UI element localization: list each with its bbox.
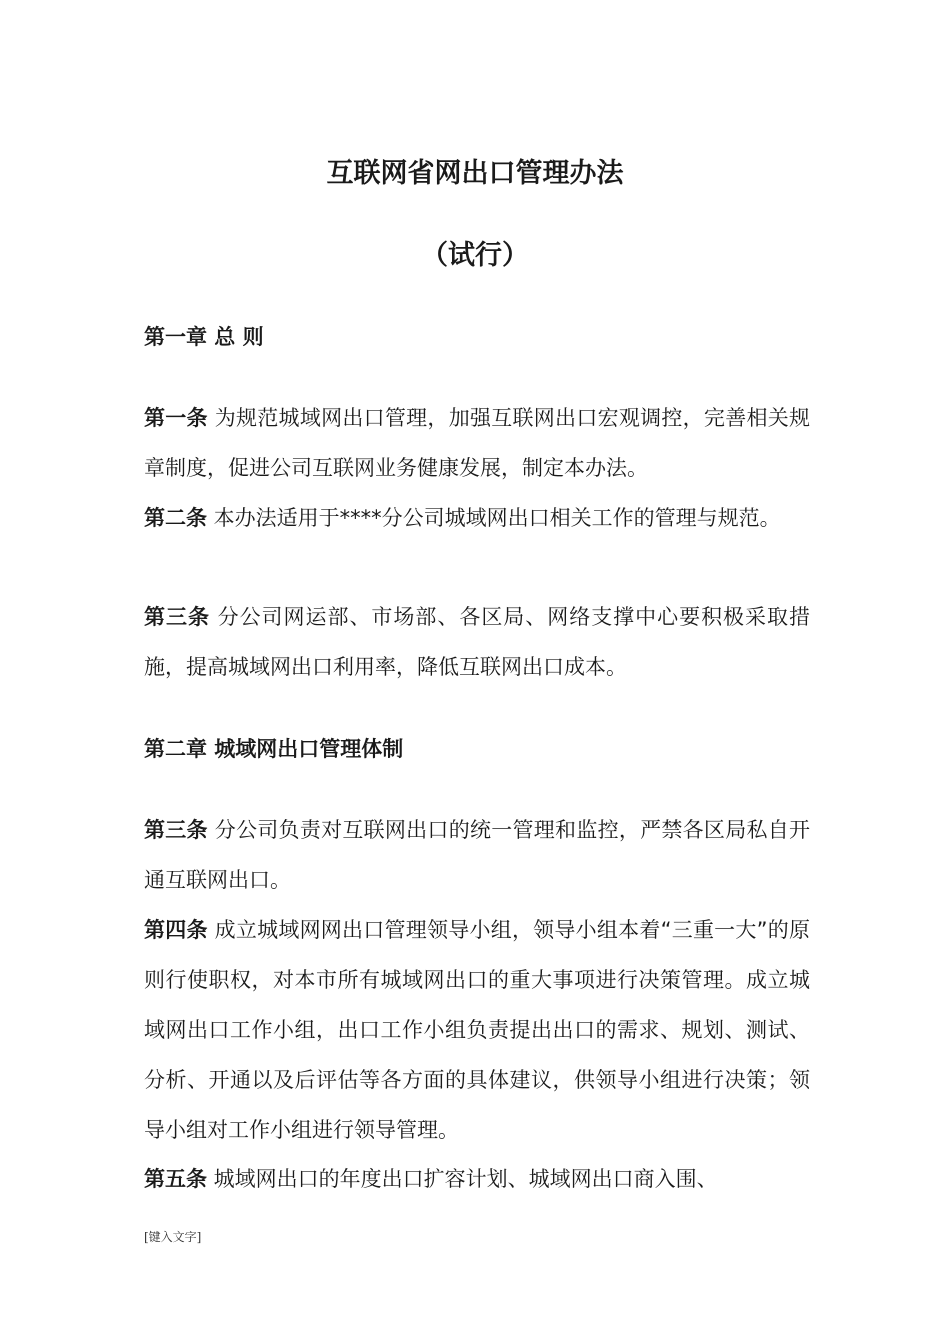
article-1 (144, 393, 810, 493)
footer-placeholder[interactable]: [键入文字] (144, 1230, 202, 1244)
article-label: 第二条 (144, 506, 207, 530)
article-label: 第三条 (144, 605, 210, 629)
article-3-chapter-2 (144, 805, 810, 905)
chapter-heading-2: 第二章 城域网出口管理体制 (144, 737, 404, 761)
article-label: 第三条 (144, 818, 208, 842)
article-text: 成立城域网网出口管理领导小组，领导小组本着“三重一大”的原则行使职权，对本市所有城域网出口的重大事项进行决策管理。成立城域网出口工作小组，出口工作小组负责提出出口的需求、规划、测试、分析、开通以及后评估等各方面的具体建议，供领导小组进行决策；领导小组对工作小组进行领导管理。 (144, 918, 811, 1142)
article-3 (144, 592, 810, 692)
article-4 (144, 905, 810, 1155)
article-label: 第五条 (144, 1167, 207, 1191)
document-subtitle: （试行） (421, 240, 529, 271)
chapter-heading-1: 第一章 总 则 (144, 325, 264, 349)
article-label: 第一条 (144, 406, 208, 430)
article-5 (144, 1154, 810, 1204)
article-text: 本办法适用于****分公司城域网出口相关工作的管理与规范。 (207, 506, 781, 530)
article-text: 分公司网运部、市场部、各区局、网络支撑中心要积极采取措施，提高城域网出口利用率，降低互联网出口成本。 (144, 605, 810, 679)
article-text: 城域网出口的年度出口扩容计划、城域网出口商入围、 (207, 1167, 718, 1191)
article-text: 分公司负责对互联网出口的统一管理和监控，严禁各区局私自开通互联网出口。 (144, 818, 810, 892)
article-2 (144, 493, 810, 543)
article-text: 为规范城域网出口管理，加强互联网出口宏观调控，完善相关规章制度，促进公司互联网业务健康发展，制定本办法。 (144, 406, 810, 480)
document-title: 互联网省网出口管理办法 (326, 158, 624, 189)
article-label: 第四条 (144, 918, 208, 942)
